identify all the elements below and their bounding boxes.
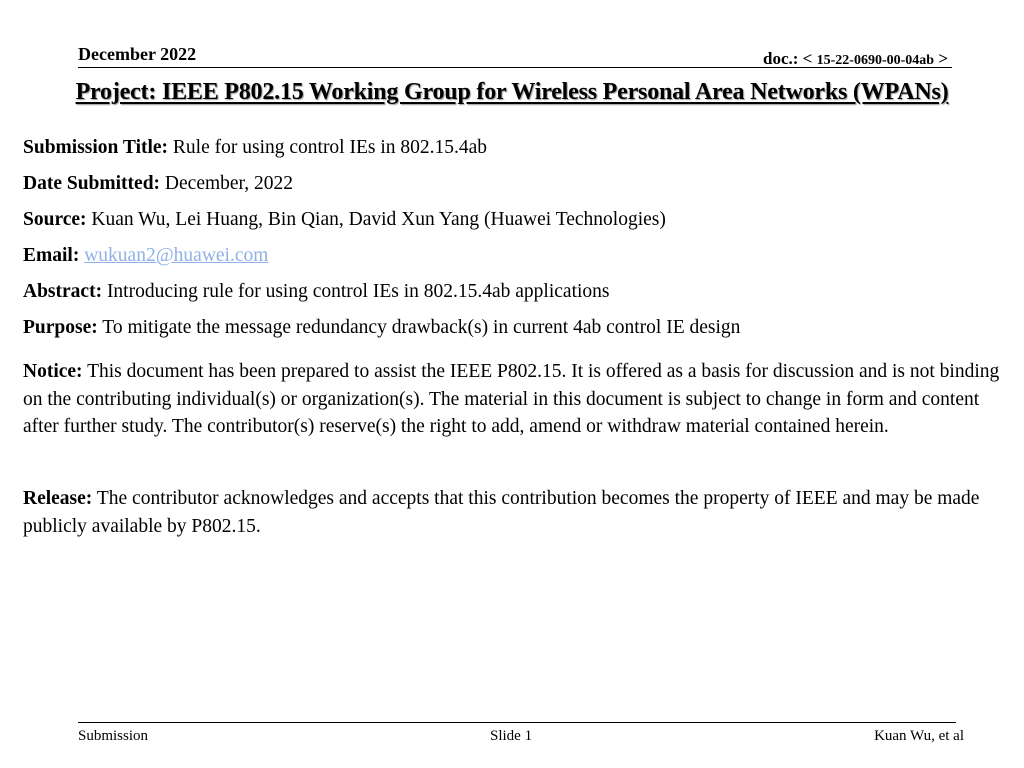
- doc-label: doc.: <: [763, 49, 813, 68]
- release-paragraph: [23, 485, 1008, 540]
- date-submitted-label: Date Submitted:: [23, 173, 161, 194]
- abstract-field: [23, 278, 1003, 306]
- footer-submission: Submission: [78, 728, 149, 744]
- purpose-label: Purpose:: [23, 317, 98, 338]
- submission-title-value: Rule for using control IEs in 802.15.4ab: [172, 137, 488, 158]
- header-divider: [78, 67, 952, 68]
- purpose-field: [23, 314, 1003, 342]
- email-field: [23, 242, 1003, 270]
- release-label: Release:: [23, 488, 93, 509]
- date-submitted-value: December, 2022: [164, 173, 294, 194]
- email-label: Email:: [23, 245, 80, 266]
- submission-title-field: [23, 134, 1003, 162]
- header-date: December 2022: [78, 44, 197, 64]
- abstract-label: Abstract:: [23, 281, 103, 302]
- submission-title-label: Submission Title:: [23, 137, 169, 158]
- purpose-value: To mitigate the message redundancy drawback(s) in current 4ab control IE design: [102, 317, 741, 338]
- email-link[interactable]: wukuan2@huawei.com: [84, 245, 269, 266]
- doc-close: >: [938, 49, 948, 68]
- notice-paragraph: [23, 358, 1008, 441]
- abstract-value: Introducing rule for using control IEs in 802.15.4ab applications: [106, 281, 610, 302]
- release-text: The contributor acknowledges and accepts that this contribution becomes the property of IEEE and may be made publicly available by P802.15.: [23, 488, 980, 537]
- date-submitted-field: [23, 170, 1003, 198]
- doc-number: 15-22-0690-00-04ab: [816, 53, 935, 68]
- source-value: Kuan Wu, Lei Huang, Bin Qian, David Xun Yang (Huawei Technologies): [91, 209, 666, 230]
- footer-divider: [78, 722, 956, 723]
- source-field: [23, 206, 1003, 234]
- source-label: Source:: [23, 209, 87, 230]
- header-doc-id: [763, 49, 948, 69]
- footer-slide-number: Slide 1: [490, 728, 533, 744]
- project-title: Project: IEEE P802.15 Working Group for Wireless Personal Area Networks (WPANs): [75, 79, 949, 105]
- notice-label: Notice:: [23, 361, 83, 382]
- footer-author: Kuan Wu, et al: [874, 728, 964, 744]
- notice-text: This document has been prepared to assist the IEEE P802.15. It is offered as a basis for discussion and is not binding on the contributing individual(s) or organization(s). The material in this document is subject to change in form and content after further study. The contributor(s) reserve(s) the right to add, amend or withdraw material contained herein.: [23, 361, 1000, 437]
